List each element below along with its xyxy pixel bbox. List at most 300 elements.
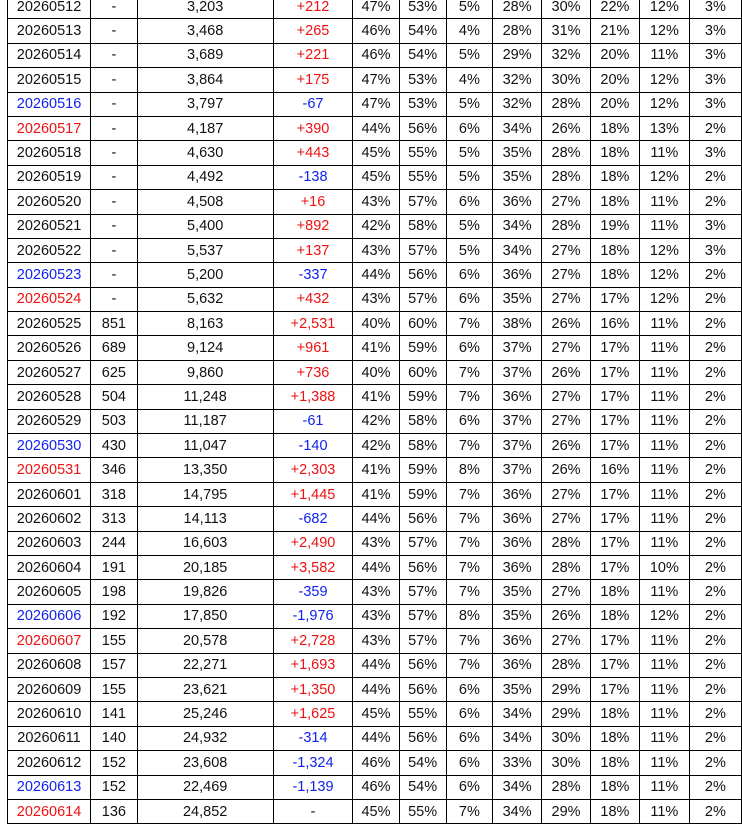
pct-cell-8: 2% <box>689 434 741 458</box>
col2-cell: 244 <box>91 531 138 555</box>
col2-cell: 152 <box>91 775 138 799</box>
pct-cell-5: 27% <box>542 580 591 604</box>
pct-cell-5: 27% <box>542 629 591 653</box>
date-cell: 20260608 <box>8 653 91 677</box>
pct-cell-7: 11% <box>639 629 689 653</box>
pct-cell-3: 7% <box>446 653 493 677</box>
pct-cell-7: 11% <box>639 726 689 750</box>
table-row <box>8 507 742 531</box>
pct-cell-1: 44% <box>353 726 399 750</box>
pct-cell-5: 29% <box>542 799 591 823</box>
col2-cell: 503 <box>91 409 138 433</box>
table-row <box>8 360 742 384</box>
pct-cell-6: 17% <box>590 385 639 409</box>
table-row <box>8 68 742 92</box>
pct-cell-2: 58% <box>399 434 446 458</box>
pct-cell-4: 34% <box>493 116 542 140</box>
change-cell: +892 <box>273 214 353 238</box>
pct-cell-5: 27% <box>542 482 591 506</box>
pct-cell-2: 53% <box>399 92 446 116</box>
col2-cell: 155 <box>91 629 138 653</box>
table-row <box>8 458 742 482</box>
col2-cell: - <box>91 92 138 116</box>
pct-cell-2: 56% <box>399 507 446 531</box>
col2-cell: - <box>91 141 138 165</box>
pct-cell-8: 2% <box>689 799 741 823</box>
pct-cell-5: 29% <box>542 702 591 726</box>
pct-cell-8: 2% <box>689 263 741 287</box>
pct-cell-6: 20% <box>590 92 639 116</box>
col2-cell: - <box>91 68 138 92</box>
pct-cell-8: 2% <box>689 580 741 604</box>
pct-cell-1: 46% <box>353 19 399 43</box>
pct-cell-2: 56% <box>399 677 446 701</box>
col2-cell: 140 <box>91 726 138 750</box>
pct-cell-2: 53% <box>399 68 446 92</box>
date-cell: 20260602 <box>8 507 91 531</box>
date-cell: 20260523 <box>8 263 91 287</box>
total-cell: 9,124 <box>137 336 273 360</box>
pct-cell-1: 40% <box>353 360 399 384</box>
pct-cell-5: 26% <box>542 360 591 384</box>
date-cell: 20260522 <box>8 238 91 262</box>
pct-cell-3: 6% <box>446 751 493 775</box>
pct-cell-8: 2% <box>689 190 741 214</box>
change-cell: +736 <box>273 360 353 384</box>
pct-cell-8: 2% <box>689 677 741 701</box>
pct-cell-6: 18% <box>590 263 639 287</box>
total-cell: 4,508 <box>137 190 273 214</box>
pct-cell-8: 2% <box>689 336 741 360</box>
date-cell: 20260530 <box>8 434 91 458</box>
total-cell: 23,608 <box>137 751 273 775</box>
date-cell: 20260513 <box>8 19 91 43</box>
total-cell: 22,469 <box>137 775 273 799</box>
table-row <box>8 141 742 165</box>
pct-cell-6: 21% <box>590 19 639 43</box>
pct-cell-8: 2% <box>689 726 741 750</box>
pct-cell-7: 11% <box>639 458 689 482</box>
pct-cell-5: 31% <box>542 19 591 43</box>
pct-cell-7: 10% <box>639 555 689 579</box>
change-cell: +3,582 <box>273 555 353 579</box>
pct-cell-5: 26% <box>542 434 591 458</box>
pct-cell-8: 2% <box>689 165 741 189</box>
pct-cell-6: 17% <box>590 434 639 458</box>
col2-cell: 625 <box>91 360 138 384</box>
pct-cell-5: 27% <box>542 287 591 311</box>
col2-cell: 430 <box>91 434 138 458</box>
pct-cell-3: 7% <box>446 385 493 409</box>
pct-cell-4: 35% <box>493 580 542 604</box>
date-cell: 20260515 <box>8 68 91 92</box>
pct-cell-3: 5% <box>446 141 493 165</box>
pct-cell-6: 17% <box>590 287 639 311</box>
pct-cell-1: 42% <box>353 214 399 238</box>
pct-cell-5: 26% <box>542 604 591 628</box>
total-cell: 8,163 <box>137 312 273 336</box>
pct-cell-1: 44% <box>353 555 399 579</box>
table-row <box>8 409 742 433</box>
pct-cell-1: 41% <box>353 458 399 482</box>
pct-cell-5: 28% <box>542 775 591 799</box>
table-row <box>8 580 742 604</box>
pct-cell-1: 43% <box>353 580 399 604</box>
pct-cell-8: 3% <box>689 238 741 262</box>
pct-cell-4: 37% <box>493 336 542 360</box>
pct-cell-4: 35% <box>493 677 542 701</box>
col2-cell: - <box>91 214 138 238</box>
pct-cell-5: 27% <box>542 336 591 360</box>
change-cell: +1,693 <box>273 653 353 677</box>
pct-cell-6: 17% <box>590 409 639 433</box>
pct-cell-7: 11% <box>639 702 689 726</box>
date-cell: 20260518 <box>8 141 91 165</box>
col2-cell: - <box>91 238 138 262</box>
table-row <box>8 116 742 140</box>
col2-cell: - <box>91 165 138 189</box>
change-cell: +16 <box>273 190 353 214</box>
change-cell: -314 <box>273 726 353 750</box>
pct-cell-5: 26% <box>542 312 591 336</box>
pct-cell-7: 12% <box>639 287 689 311</box>
pct-cell-4: 35% <box>493 604 542 628</box>
pct-cell-1: 47% <box>353 68 399 92</box>
pct-cell-1: 41% <box>353 482 399 506</box>
change-cell: +2,303 <box>273 458 353 482</box>
change-cell: +1,350 <box>273 677 353 701</box>
pct-cell-8: 2% <box>689 702 741 726</box>
pct-cell-7: 11% <box>639 336 689 360</box>
change-cell: +175 <box>273 68 353 92</box>
pct-cell-4: 36% <box>493 555 542 579</box>
table-row <box>8 312 742 336</box>
pct-cell-7: 11% <box>639 653 689 677</box>
pct-cell-7: 12% <box>639 68 689 92</box>
change-cell: +1,388 <box>273 385 353 409</box>
change-cell: +432 <box>273 287 353 311</box>
pct-cell-4: 33% <box>493 751 542 775</box>
total-cell: 23,621 <box>137 677 273 701</box>
pct-cell-2: 60% <box>399 312 446 336</box>
pct-cell-5: 27% <box>542 238 591 262</box>
change-cell: +961 <box>273 336 353 360</box>
pct-cell-2: 54% <box>399 775 446 799</box>
table-row <box>8 238 742 262</box>
pct-cell-5: 26% <box>542 458 591 482</box>
total-cell: 16,603 <box>137 531 273 555</box>
pct-cell-6: 17% <box>590 653 639 677</box>
col2-cell: 318 <box>91 482 138 506</box>
pct-cell-5: 27% <box>542 190 591 214</box>
pct-cell-6: 18% <box>590 190 639 214</box>
date-cell: 20260605 <box>8 580 91 604</box>
date-cell: 20260521 <box>8 214 91 238</box>
date-cell: 20260514 <box>8 43 91 67</box>
pct-cell-1: 41% <box>353 385 399 409</box>
pct-cell-6: 18% <box>590 116 639 140</box>
date-cell: 20260525 <box>8 312 91 336</box>
pct-cell-6: 17% <box>590 507 639 531</box>
pct-cell-1: 45% <box>353 165 399 189</box>
table-row <box>8 165 742 189</box>
col2-cell: 192 <box>91 604 138 628</box>
col2-cell: 689 <box>91 336 138 360</box>
pct-cell-5: 28% <box>542 555 591 579</box>
pct-cell-1: 43% <box>353 531 399 555</box>
total-cell: 5,400 <box>137 214 273 238</box>
pct-cell-1: 44% <box>353 653 399 677</box>
date-cell: 20260607 <box>8 629 91 653</box>
total-cell: 3,468 <box>137 19 273 43</box>
total-cell: 11,187 <box>137 409 273 433</box>
pct-cell-5: 27% <box>542 409 591 433</box>
pct-cell-7: 11% <box>639 385 689 409</box>
col2-cell: - <box>91 190 138 214</box>
table-row <box>8 482 742 506</box>
pct-cell-7: 11% <box>639 482 689 506</box>
table-row <box>8 751 742 775</box>
total-cell: 4,630 <box>137 141 273 165</box>
pct-cell-4: 36% <box>493 385 542 409</box>
table-row <box>8 555 742 579</box>
pct-cell-2: 59% <box>399 385 446 409</box>
date-cell: 20260520 <box>8 190 91 214</box>
pct-cell-8: 2% <box>689 116 741 140</box>
pct-cell-8: 3% <box>689 92 741 116</box>
pct-cell-3: 7% <box>446 799 493 823</box>
total-cell: 25,246 <box>137 702 273 726</box>
pct-cell-2: 59% <box>399 482 446 506</box>
change-cell: +1,625 <box>273 702 353 726</box>
col2-cell: 851 <box>91 312 138 336</box>
pct-cell-8: 2% <box>689 751 741 775</box>
pct-cell-3: 5% <box>446 238 493 262</box>
pct-cell-1: 45% <box>353 799 399 823</box>
pct-cell-1: 43% <box>353 604 399 628</box>
col2-cell: 191 <box>91 555 138 579</box>
change-cell: +2,490 <box>273 531 353 555</box>
pct-cell-6: 17% <box>590 677 639 701</box>
total-cell: 9,860 <box>137 360 273 384</box>
pct-cell-7: 11% <box>639 360 689 384</box>
total-cell: 5,537 <box>137 238 273 262</box>
pct-cell-6: 18% <box>590 238 639 262</box>
pct-cell-7: 12% <box>639 238 689 262</box>
pct-cell-3: 6% <box>446 116 493 140</box>
pct-cell-8: 3% <box>689 43 741 67</box>
date-cell: 20260606 <box>8 604 91 628</box>
table-row <box>8 702 742 726</box>
pct-cell-5: 27% <box>542 385 591 409</box>
pct-cell-8: 2% <box>689 629 741 653</box>
total-cell: 5,200 <box>137 263 273 287</box>
pct-cell-4: 37% <box>493 409 542 433</box>
pct-cell-1: 47% <box>353 92 399 116</box>
pct-cell-3: 7% <box>446 434 493 458</box>
pct-cell-8: 3% <box>689 141 741 165</box>
pct-cell-2: 57% <box>399 629 446 653</box>
pct-cell-6: 18% <box>590 604 639 628</box>
pct-cell-5: 27% <box>542 263 591 287</box>
pct-cell-6: 18% <box>590 165 639 189</box>
pct-cell-8: 3% <box>689 19 741 43</box>
date-cell: 20260519 <box>8 165 91 189</box>
pct-cell-8: 3% <box>689 0 741 19</box>
total-cell: 11,248 <box>137 385 273 409</box>
change-cell: +265 <box>273 19 353 43</box>
pct-cell-8: 2% <box>689 555 741 579</box>
pct-cell-1: 40% <box>353 312 399 336</box>
pct-cell-4: 37% <box>493 458 542 482</box>
pct-cell-2: 55% <box>399 141 446 165</box>
total-cell: 3,797 <box>137 92 273 116</box>
total-cell: 11,047 <box>137 434 273 458</box>
col2-cell: 157 <box>91 653 138 677</box>
pct-cell-6: 18% <box>590 580 639 604</box>
table-row <box>8 214 742 238</box>
change-cell: - <box>273 799 353 823</box>
pct-cell-3: 5% <box>446 214 493 238</box>
pct-cell-2: 57% <box>399 531 446 555</box>
change-cell: -359 <box>273 580 353 604</box>
date-cell: 20260517 <box>8 116 91 140</box>
table-row <box>8 19 742 43</box>
pct-cell-8: 2% <box>689 360 741 384</box>
pct-cell-5: 26% <box>542 116 591 140</box>
pct-cell-4: 34% <box>493 799 542 823</box>
pct-cell-4: 36% <box>493 653 542 677</box>
pct-cell-7: 11% <box>639 531 689 555</box>
pct-cell-3: 6% <box>446 336 493 360</box>
pct-cell-2: 56% <box>399 726 446 750</box>
pct-cell-8: 2% <box>689 409 741 433</box>
pct-cell-2: 54% <box>399 751 446 775</box>
pct-cell-3: 6% <box>446 702 493 726</box>
pct-cell-5: 27% <box>542 507 591 531</box>
total-cell: 14,113 <box>137 507 273 531</box>
col2-cell: 346 <box>91 458 138 482</box>
pct-cell-4: 34% <box>493 238 542 262</box>
pct-cell-6: 16% <box>590 312 639 336</box>
pct-cell-1: 41% <box>353 336 399 360</box>
pct-cell-1: 44% <box>353 116 399 140</box>
pct-cell-7: 11% <box>639 141 689 165</box>
pct-cell-4: 35% <box>493 287 542 311</box>
pct-cell-8: 2% <box>689 507 741 531</box>
table-row <box>8 434 742 458</box>
pct-cell-4: 29% <box>493 43 542 67</box>
pct-cell-3: 7% <box>446 360 493 384</box>
pct-cell-5: 28% <box>542 531 591 555</box>
pct-cell-3: 7% <box>446 555 493 579</box>
table-row <box>8 629 742 653</box>
pct-cell-4: 37% <box>493 434 542 458</box>
pct-cell-2: 53% <box>399 0 446 19</box>
pct-cell-1: 43% <box>353 238 399 262</box>
pct-cell-7: 11% <box>639 677 689 701</box>
pct-cell-2: 59% <box>399 336 446 360</box>
date-cell: 20260604 <box>8 555 91 579</box>
pct-cell-2: 56% <box>399 555 446 579</box>
pct-cell-3: 8% <box>446 604 493 628</box>
pct-cell-8: 2% <box>689 385 741 409</box>
total-cell: 4,187 <box>137 116 273 140</box>
total-cell: 20,578 <box>137 629 273 653</box>
total-cell: 17,850 <box>137 604 273 628</box>
table-row <box>8 0 742 19</box>
change-cell: -1,324 <box>273 751 353 775</box>
change-cell: -1,139 <box>273 775 353 799</box>
pct-cell-1: 46% <box>353 43 399 67</box>
table-row <box>8 775 742 799</box>
pct-cell-3: 5% <box>446 43 493 67</box>
pct-cell-3: 7% <box>446 629 493 653</box>
pct-cell-2: 57% <box>399 190 446 214</box>
pct-cell-2: 55% <box>399 799 446 823</box>
change-cell: +221 <box>273 43 353 67</box>
col2-cell: 155 <box>91 677 138 701</box>
date-cell: 20260610 <box>8 702 91 726</box>
col2-cell: 198 <box>91 580 138 604</box>
col2-cell: - <box>91 0 138 19</box>
pct-cell-8: 2% <box>689 458 741 482</box>
date-cell: 20260614 <box>8 799 91 823</box>
pct-cell-7: 11% <box>639 214 689 238</box>
pct-cell-2: 56% <box>399 116 446 140</box>
pct-cell-6: 18% <box>590 775 639 799</box>
pct-cell-7: 12% <box>639 604 689 628</box>
total-cell: 4,492 <box>137 165 273 189</box>
pct-cell-4: 36% <box>493 190 542 214</box>
date-cell: 20260601 <box>8 482 91 506</box>
col2-cell: - <box>91 287 138 311</box>
pct-cell-1: 43% <box>353 190 399 214</box>
pct-cell-5: 28% <box>542 141 591 165</box>
pct-cell-5: 30% <box>542 0 591 19</box>
table-row <box>8 604 742 628</box>
table-row <box>8 287 742 311</box>
date-cell: 20260611 <box>8 726 91 750</box>
pct-cell-2: 59% <box>399 458 446 482</box>
pct-cell-4: 38% <box>493 312 542 336</box>
table-row <box>8 190 742 214</box>
pct-cell-3: 4% <box>446 68 493 92</box>
pct-cell-4: 36% <box>493 507 542 531</box>
pct-cell-4: 34% <box>493 775 542 799</box>
table-row <box>8 263 742 287</box>
pct-cell-4: 36% <box>493 482 542 506</box>
pct-cell-7: 11% <box>639 434 689 458</box>
pct-cell-4: 28% <box>493 19 542 43</box>
pct-cell-2: 54% <box>399 19 446 43</box>
pct-cell-1: 47% <box>353 0 399 19</box>
pct-cell-3: 6% <box>446 775 493 799</box>
pct-cell-7: 11% <box>639 751 689 775</box>
date-cell: 20260524 <box>8 287 91 311</box>
pct-cell-2: 60% <box>399 360 446 384</box>
pct-cell-3: 4% <box>446 19 493 43</box>
table-row <box>8 336 742 360</box>
pct-cell-4: 32% <box>493 92 542 116</box>
change-cell: +1,445 <box>273 482 353 506</box>
pct-cell-6: 18% <box>590 751 639 775</box>
total-cell: 24,932 <box>137 726 273 750</box>
pct-cell-3: 6% <box>446 409 493 433</box>
total-cell: 20,185 <box>137 555 273 579</box>
pct-cell-2: 55% <box>399 702 446 726</box>
pct-cell-7: 11% <box>639 409 689 433</box>
